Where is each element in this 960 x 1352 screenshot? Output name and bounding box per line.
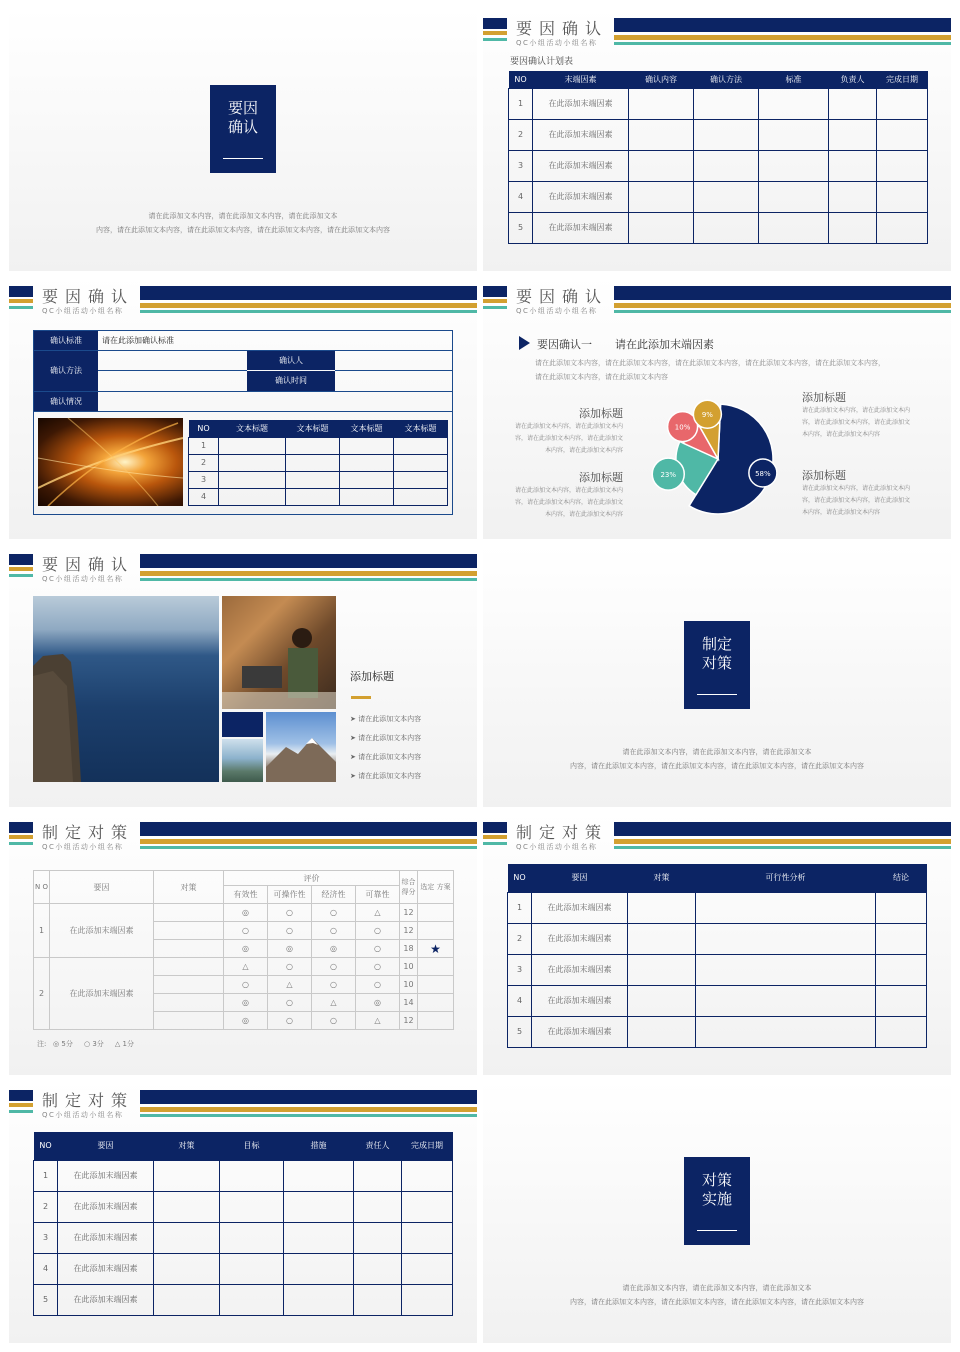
- table-row: 1 在此添加末端因素: [508, 892, 927, 923]
- header-subtitle: QC小组活动小组名称: [516, 307, 598, 315]
- selected-star-icon: ★: [418, 940, 454, 958]
- title-underline: [223, 158, 263, 159]
- table-row: 1 在此添加末端因素: [34, 1160, 453, 1191]
- slide-section-confirm: [9, 9, 477, 271]
- table-row: 3 在此添加末端因素: [34, 1222, 453, 1253]
- table-row: 3: [189, 471, 448, 488]
- slide-confirm-chart: [483, 277, 951, 539]
- factor-heading: 要因确认一: [537, 338, 592, 351]
- table-row: ◎ ○ △ ◎ 14: [34, 994, 454, 1012]
- header-cell: NO: [509, 71, 533, 88]
- section-title-box: 制定 对策: [684, 621, 750, 709]
- header-title: 制定对策: [516, 823, 609, 842]
- confirm-plan-table: [508, 71, 928, 244]
- label-person: 确认人: [247, 351, 335, 370]
- pie-chart: [633, 372, 783, 522]
- header-title: 要因确认: [42, 555, 135, 574]
- slide-header: [9, 1081, 477, 1125]
- light-streak-photo: [38, 418, 183, 506]
- slide-section-plan: [483, 545, 951, 807]
- pie-data-label: 58%: [755, 469, 771, 478]
- header-cell: 标准: [759, 71, 829, 88]
- callout-left-top: 添加标题 请在此添加文本内容，请在此添加文本内 容，请在此添加文本内容，请在此添加文 本内容，请在此添加文本内容: [514, 407, 623, 454]
- table-row: 2 在此添加末端因素: [508, 923, 927, 954]
- table-row: 1 在此添加末端因素: [509, 88, 928, 119]
- header-subtitle: QC小组活动小组名称: [42, 843, 124, 851]
- legend-note: 注: ◎ 5分 ○ 3分 △ 1分: [37, 1040, 134, 1048]
- list-item: ➤ 请在此添加文本内容: [350, 734, 422, 742]
- factor-paragraph: 请在此添加文本内容，请在此添加文本内容，请在此添加文本内容，请在此添加文本内容，请在此添加文本内容， 请在此添加文本内容，请在此添加文本内容: [535, 359, 885, 381]
- content-title: 添加标题: [350, 670, 394, 683]
- pie-data-label: 10%: [674, 423, 691, 432]
- sea-cliff-photo: [33, 596, 219, 782]
- table-row: 4 在此添加末端因素: [509, 181, 928, 212]
- table-row: 4 在此添加末端因素: [34, 1253, 453, 1284]
- label-method: 确认方法: [34, 351, 98, 391]
- header-title: 要因确认: [516, 287, 609, 306]
- mountain-photo: [266, 712, 336, 782]
- section-title-line1: 要因: [227, 99, 258, 117]
- section-title-line2: 确认: [227, 118, 258, 136]
- table-row: 2: [189, 454, 448, 471]
- label-time: 确认时间: [247, 371, 335, 391]
- section-title-box: [210, 85, 276, 173]
- accent-block: [222, 712, 263, 737]
- title-underline: [697, 694, 737, 695]
- callout-right-bottom: 添加标题 请在此添加文本内容，请在此添加文本内 容，请在此添加文本内容，请在此添加文 本内容，请在此添加文本内容: [802, 469, 911, 516]
- slide-header: [9, 813, 477, 857]
- measures-table: NO 要因 对策 目标 措施 责任人 完成日期 1 在此添加末端因素 2 在此添加末端因素 3 在此添加末端因素 4 在此添加末端因素 5 在此添加末端因素: [33, 1132, 453, 1316]
- table-row: 2 在此添加末端因素: [509, 119, 928, 150]
- section-description: 请在此添加文本内容，请在此添加文本内容，请在此添加文本 内容，请在此添加文本内容，请在此添加文本内容，请在此添加文本内容，请在此添加文本内容: [570, 1284, 864, 1306]
- slide-header: [483, 9, 951, 53]
- table-row: 4 在此添加末端因素: [508, 985, 927, 1016]
- workshop-photo: [222, 596, 336, 709]
- slide-confirm-plan: [483, 9, 951, 271]
- pie-data-label: 23%: [660, 471, 677, 480]
- table-row: ◎ ◎ ◎ ○ 18 ★: [34, 940, 454, 958]
- table-row: 3 在此添加末端因素: [509, 150, 928, 181]
- header-subtitle: QC小组活动小组名称: [516, 39, 598, 47]
- callout-left-bottom: 添加标题 请在此添加文本内容，请在此添加文本内 容，请在此添加文本内容，请在此添加文 本内容，请在此添加文本内容: [514, 471, 623, 518]
- table-row: 5 在此添加末端因素: [509, 212, 928, 243]
- table-row: 5 在此添加末端因素: [34, 1284, 453, 1315]
- slide-header: [483, 277, 951, 321]
- table-row: 2 在此添加末端因素 △ ○ ○ ○ 10: [34, 958, 454, 976]
- header-cell: 末端因素: [533, 71, 629, 88]
- slide-header: [9, 545, 477, 589]
- header-title: 要因确认: [516, 19, 609, 38]
- header-cell: 完成日期: [877, 71, 928, 88]
- header-subtitle: QC小组活动小组名称: [516, 843, 598, 851]
- feasibility-table: NO 要因 对策 可行性分析 结论 1 在此添加末端因素 2 在此添加末端因素 3 在此添加末端因素 4 在此添加末端因素 5 在此添加末端因素: [507, 864, 927, 1048]
- label-status: 确认情况: [34, 392, 98, 411]
- slide-header: [9, 277, 477, 321]
- table-title: 要因确认计划表: [510, 57, 574, 67]
- section-title-box: 对策 实施: [684, 1157, 750, 1245]
- list-item: ➤ 请在此添加文本内容: [350, 772, 422, 780]
- value-standard: 请在此添加确认标准: [102, 336, 174, 345]
- confirm-form: [33, 330, 453, 515]
- header-title: 制定对策: [42, 823, 135, 842]
- header-subtitle: QC小组活动小组名称: [42, 307, 124, 315]
- factor-name: 请在此添加末端因素: [615, 338, 714, 351]
- bullet-list: [350, 710, 421, 786]
- table-row: 5 在此添加末端因素: [508, 1016, 927, 1047]
- table-row: 1: [189, 437, 448, 454]
- table-row: 1 在此添加末端因素 ◎ ○ ○ △ 12: [34, 904, 454, 922]
- table-row: 4: [189, 488, 448, 505]
- slide-plan-evaluation: [9, 813, 477, 1075]
- header-title: 要因确认: [42, 287, 135, 306]
- text-title-table: NO 文本标题 文本标题 文本标题 文本标题 1 2 3 4: [188, 420, 448, 506]
- label-standard: 确认标准: [34, 331, 98, 350]
- table-row: ○ ○ ○ ○ 12: [34, 922, 454, 940]
- slide-confirm-form: [9, 277, 477, 539]
- list-item: ➤ 请在此添加文本内容: [350, 753, 422, 761]
- table-row: ○ △ ○ ○ 10: [34, 976, 454, 994]
- table-row: ◎ ○ ○ △ 12: [34, 1012, 454, 1030]
- lake-photo: [222, 739, 263, 782]
- evaluation-table: N O 要因 对策 评价 综合 得分 选定 方案 有效性 可操作性 经济性 可靠性 1 在此添加末端因素 ◎ ○ ○ △ 12 ○ ○ ○ ○ 12 ◎ ◎ ◎ ○ 18 ★ 2 在此添加末端因素 △ ○ ○ ○ 10 ○ △ ○ ○ 10 ◎ ○ △ ◎ 14 ◎ ○ ○ △ 12: [33, 870, 454, 1030]
- header-title: 制定对策: [42, 1091, 135, 1110]
- title-underline: [697, 1230, 737, 1231]
- header-subtitle: QC小组活动小组名称: [42, 575, 124, 583]
- header-subtitle: QC小组活动小组名称: [42, 1111, 124, 1119]
- slide-plan-table: [9, 1081, 477, 1343]
- triangle-bullet-icon: [519, 336, 530, 350]
- slide-plan-feasibility: [483, 813, 951, 1075]
- pie-data-label: 9%: [701, 411, 713, 420]
- section-description: 请在此添加文本内容，请在此添加文本内容，请在此添加文本 内容，请在此添加文本内容，请在此添加文本内容，请在此添加文本内容，请在此添加文本内容: [570, 748, 864, 770]
- list-item: ➤ 请在此添加文本内容: [350, 715, 422, 723]
- table-row: 2 在此添加末端因素: [34, 1191, 453, 1222]
- title-accent-line: [351, 696, 371, 699]
- section-description: 请在此添加文本内容，请在此添加文本内容，请在此添加文本 内容，请在此添加文本内容，请在此添加文本内容，请在此添加文本内容，请在此添加文本内容: [96, 212, 390, 234]
- header-cell: 确认方法: [694, 71, 759, 88]
- slide-header: [483, 813, 951, 857]
- slide-section-implement: [483, 1081, 951, 1343]
- header-cell: 负责人: [829, 71, 877, 88]
- header-cell: 确认内容: [629, 71, 694, 88]
- callout-right-top: 添加标题 请在此添加文本内容，请在此添加文本内 容，请在此添加文本内容，请在此添加文 本内容，请在此添加文本内容: [802, 391, 911, 438]
- table-row: 3 在此添加末端因素: [508, 954, 927, 985]
- slide-confirm-photos: [9, 545, 477, 807]
